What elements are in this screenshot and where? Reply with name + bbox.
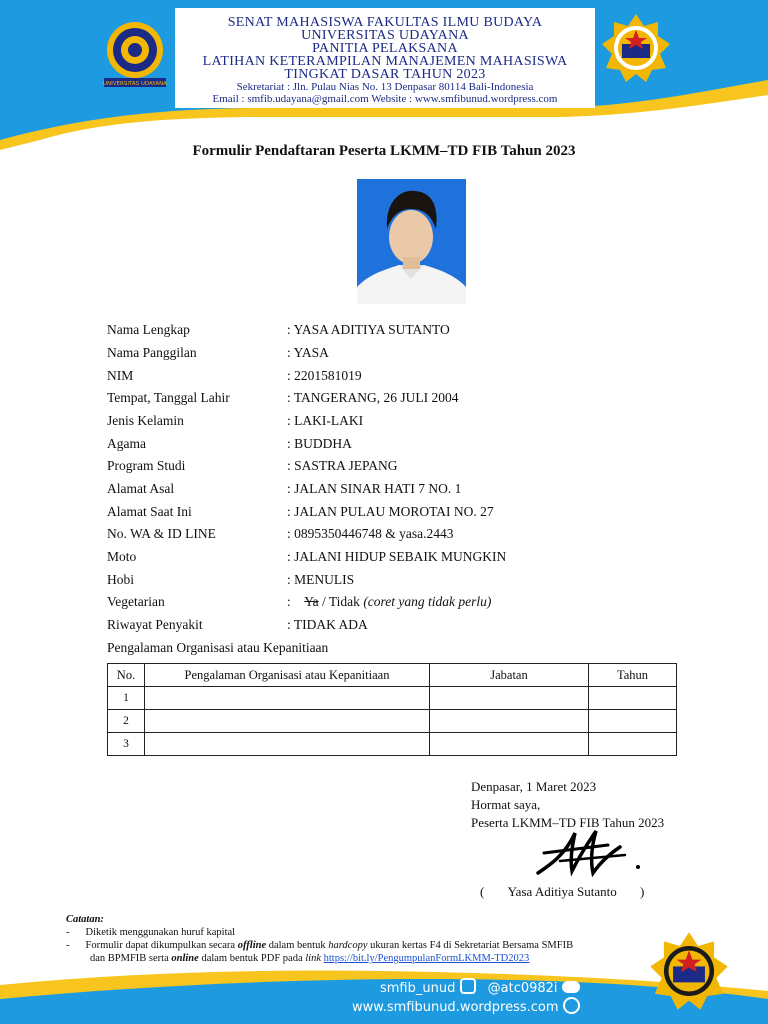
strike-note: (coret yang tidak perlu) <box>363 594 492 609</box>
table-cell <box>589 687 677 710</box>
header-address: Sekretariat : Jln. Pulau Nias No. 13 Denpasar 80114 Bali-Indonesia <box>236 81 534 93</box>
header-line5: TINGKAT DASAR TAHUN 2023 <box>284 67 486 82</box>
field-label: Agama <box>107 436 146 451</box>
instagram-icon <box>460 978 476 994</box>
greeting: Hormat saya, <box>471 797 541 812</box>
paren-close: ) <box>640 884 645 899</box>
note-dash: - <box>66 927 70 938</box>
row-number: 2 <box>108 710 145 733</box>
row-number: 3 <box>108 733 145 756</box>
table-cell <box>145 733 430 756</box>
field-value: : TANGERANG, 26 JULI 2004 <box>287 390 459 405</box>
field-label: Riwayat Penyakit <box>107 617 203 632</box>
smfib-logo <box>600 12 672 84</box>
handwritten-signature <box>530 825 645 880</box>
note-emphasis: offline <box>237 940 267 951</box>
header-line4: LATIHAN KETERAMPILAN MANAJEMEN MAHASISWA <box>202 54 568 69</box>
field-label: Program Studi <box>107 458 186 473</box>
field-label: Alamat Saat Ini <box>107 504 192 519</box>
field-label: Vegetarian <box>107 594 165 609</box>
table-cell <box>589 733 677 756</box>
udayana-logo-caption: UNIVERSITAS UDAYANA <box>103 81 167 87</box>
signer-role: Peserta LKMM–TD FIB Tahun 2023 <box>471 815 665 830</box>
note-item <box>66 939 686 952</box>
field-label: Nama Panggilan <box>107 345 197 360</box>
field-label: Tempat, Tanggal Lahir <box>107 390 230 405</box>
instagram-handle[interactable]: smfib_unud <box>380 981 456 996</box>
signer-name-line <box>480 884 644 900</box>
note-emphasis: online <box>171 953 199 964</box>
note-emphasis: link <box>305 953 322 964</box>
option-tidak: / Tidak <box>322 594 360 609</box>
table-cell <box>145 687 430 710</box>
field-value: : MENULIS <box>287 572 355 587</box>
submission-link[interactable]: https://bit.ly/PengumpulanFormLKMM-TD2023 <box>323 953 530 964</box>
row-number: 1 <box>108 687 145 710</box>
note-text: dalam bentuk PDF pada <box>198 953 306 964</box>
org-heading-text: Pengalaman Organisasi atau Kepanitiaan <box>107 640 329 655</box>
field-value: : LAKI-LAKI <box>287 413 364 428</box>
field-value: : JALANI HIDUP SEBAIK MUNGKIN <box>287 549 507 564</box>
table-cell <box>430 733 589 756</box>
field-label: Nama Lengkap <box>107 322 190 337</box>
line-handle[interactable]: @atc0982i <box>487 981 558 996</box>
paren-open: ( <box>480 884 485 899</box>
notes <box>66 913 686 965</box>
notes-heading: Catatan: <box>66 914 104 925</box>
col-header: Pengalaman Organisasi atau Kepanitiaan <box>145 664 430 687</box>
globe-icon <box>563 997 580 1014</box>
signature-block <box>471 778 664 832</box>
participant-photo <box>357 179 466 304</box>
note-dash: - <box>66 940 70 951</box>
field-label: NIM <box>107 368 134 383</box>
col-header: Tahun <box>589 664 677 687</box>
option-ya-struck: Ya <box>304 594 319 609</box>
note-text: dalam bentuk <box>266 940 329 951</box>
table-header-row <box>108 664 677 687</box>
note-text: dan BPMFIB serta <box>90 953 172 964</box>
table-row <box>108 733 677 756</box>
note-text: ukuran kertas F4 di Sekretariat Bersama SMFIB <box>367 940 574 951</box>
footer-social <box>380 978 580 996</box>
note-emphasis: hardcopy <box>328 940 368 951</box>
header-contact: Email : smfib.udayana@gmail.com Website : www.smfibunud.wordpress.com <box>212 93 558 105</box>
col-header: Jabatan <box>430 664 589 687</box>
field-label: Jenis Kelamin <box>107 413 184 428</box>
colon: : <box>287 594 291 609</box>
field-value: : YASA ADITIYA SUTANTO <box>287 322 450 337</box>
field-value: : BUDDHA <box>287 436 352 451</box>
place-date: Denpasar, 1 Maret 2023 <box>471 779 597 794</box>
col-header: No. <box>108 664 145 687</box>
org-table <box>107 663 677 756</box>
field-value: : JALAN SINAR HATI 7 NO. 1 <box>287 481 462 496</box>
field-label: Moto <box>107 549 137 564</box>
header-line1: SENAT MAHASISWA FAKULTAS ILMU BUDAYA <box>227 15 543 30</box>
header-line2: UNIVERSITAS UDAYANA <box>301 28 469 43</box>
field-value: : 0895350446748 & yasa.2443 <box>287 526 454 541</box>
vegetarian-value <box>287 594 491 610</box>
table-row <box>108 710 677 733</box>
field-label: Hobi <box>107 572 134 587</box>
header-line3: PANITIA PELAKSANA <box>312 41 458 56</box>
field-value: : JALAN PULAU MOROTAI NO. 27 <box>287 504 494 519</box>
note-item <box>90 952 686 965</box>
note-text: Formulir dapat dikumpulkan secara <box>85 940 238 951</box>
field-value: : 2201581019 <box>287 368 362 383</box>
field-label: Alamat Asal <box>107 481 175 496</box>
footer-website <box>352 997 580 1015</box>
note-text: Diketik menggunakan huruf kapital <box>85 927 236 938</box>
letterhead <box>175 16 595 105</box>
table-cell <box>430 687 589 710</box>
signer-name: Yasa Aditiya Sutanto <box>507 884 617 899</box>
field-value: : SASTRA JEPANG <box>287 458 398 473</box>
table-cell <box>145 710 430 733</box>
smfib-logo-footer <box>648 930 730 1012</box>
form-title: Formulir Pendaftaran Peserta LKMM–TD FIB Tahun 2023 <box>192 143 576 159</box>
note-item <box>66 926 686 939</box>
table-cell <box>589 710 677 733</box>
line-icon <box>562 981 580 993</box>
udayana-logo <box>100 20 170 88</box>
table-cell <box>430 710 589 733</box>
table-row <box>108 687 677 710</box>
field-label: No. WA & ID LINE <box>107 526 216 541</box>
website-url[interactable]: www.smfibunud.wordpress.com <box>352 1000 559 1015</box>
field-value: : TIDAK ADA <box>287 617 368 632</box>
field-value: : YASA <box>287 345 329 360</box>
